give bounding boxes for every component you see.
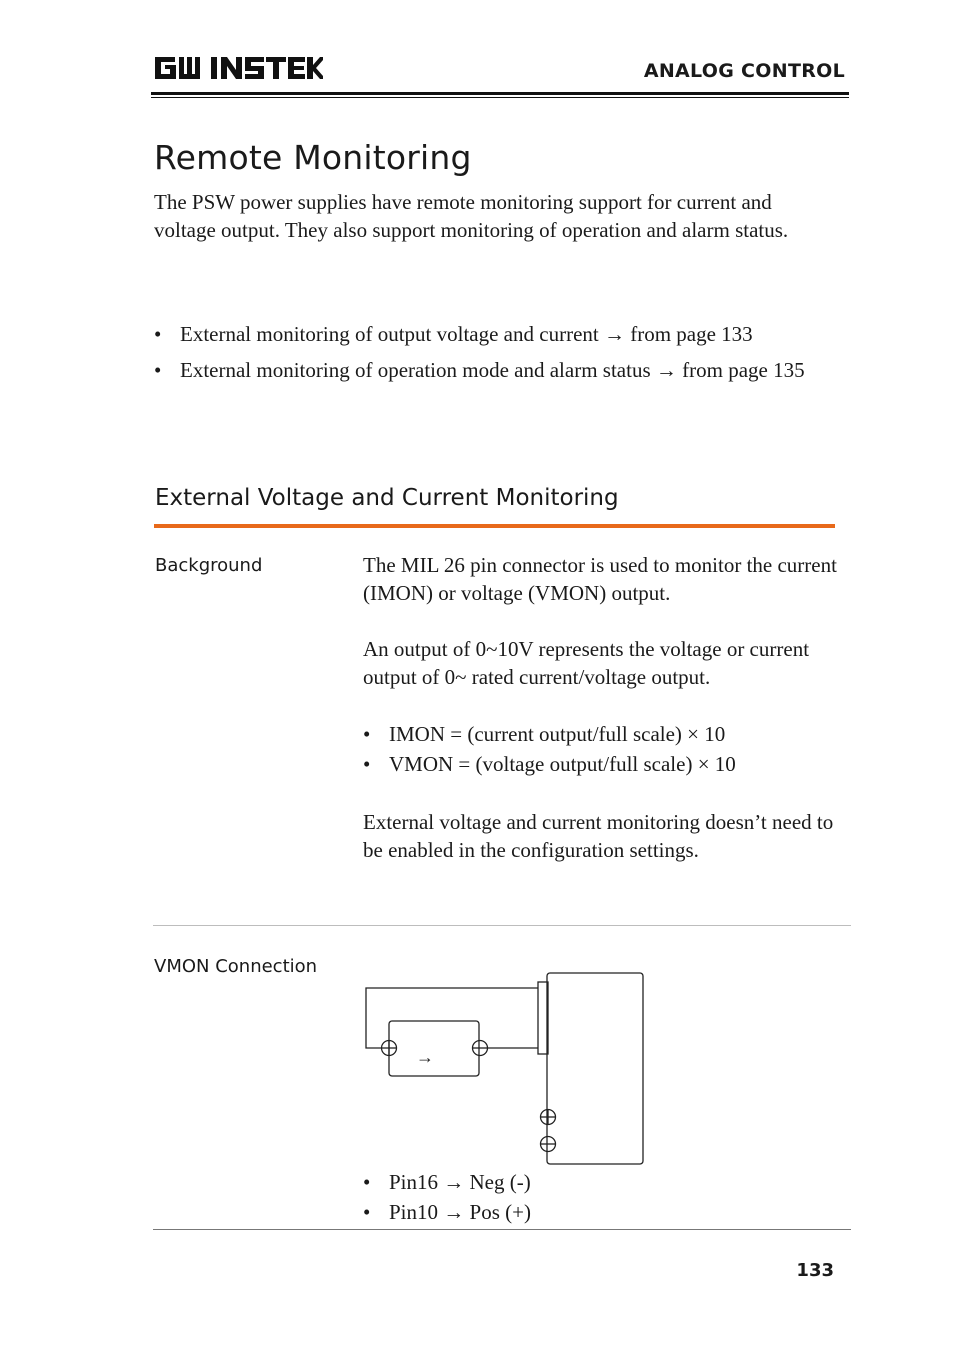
background-paragraph-3: External voltage and current monitoring doesn’t need to be enabled in the configuration settings. <box>363 810 834 862</box>
page-number: 133 <box>796 1260 834 1281</box>
page-title: Remote Monitoring <box>154 138 472 177</box>
wire-positive <box>366 988 538 1048</box>
gw-instek-logo <box>153 54 323 89</box>
subsection-rule <box>154 524 835 528</box>
pin10-item: • Pin10 → Pos (+) <box>363 1198 848 1226</box>
subsection-title: External Voltage and Current Monitoring <box>155 485 619 511</box>
intro-paragraph: The PSW power supplies have remote monitoring support for current and voltage output. They also support monitoring of operation and alarm status. <box>154 190 789 242</box>
header-rule-thin <box>151 97 849 98</box>
background-label: Background <box>155 555 263 576</box>
pin-list <box>363 1168 848 1228</box>
meter-box <box>389 1021 479 1076</box>
background-paragraph-1: The MIL 26 pin connector is used to monitor the current (IMON) or voltage (VMON) output. <box>363 553 837 605</box>
toc-item-mode-alarm: • External monitoring of operation mode and alarm status → from page 135 <box>154 356 844 384</box>
power-supply-outline <box>547 973 643 1164</box>
section-header: ANALOG CONTROL <box>643 60 845 82</box>
toc-item-voltage-current: • External monitoring of output voltage and current → from page 133 <box>154 320 844 348</box>
vmon-wiring-diagram <box>360 970 660 1175</box>
bottom-divider <box>153 1229 851 1230</box>
formula-list <box>363 720 848 780</box>
toc-list <box>154 320 844 392</box>
header-rule-thick <box>151 92 849 95</box>
vmon-connection-label: VMON Connection <box>154 956 318 977</box>
meter-arrow: → <box>416 1047 434 1067</box>
imon-formula: • IMON = (current output/full scale) × 10 <box>363 720 848 748</box>
vmon-formula: • VMON = (voltage output/full scale) × 10 <box>363 750 848 778</box>
pin16-item: • Pin16 → Neg (-) <box>363 1168 848 1196</box>
row-divider <box>153 925 851 926</box>
background-paragraph-2: An output of 0~10V represents the voltage or current output of 0~ rated current/voltage output. <box>363 637 810 689</box>
